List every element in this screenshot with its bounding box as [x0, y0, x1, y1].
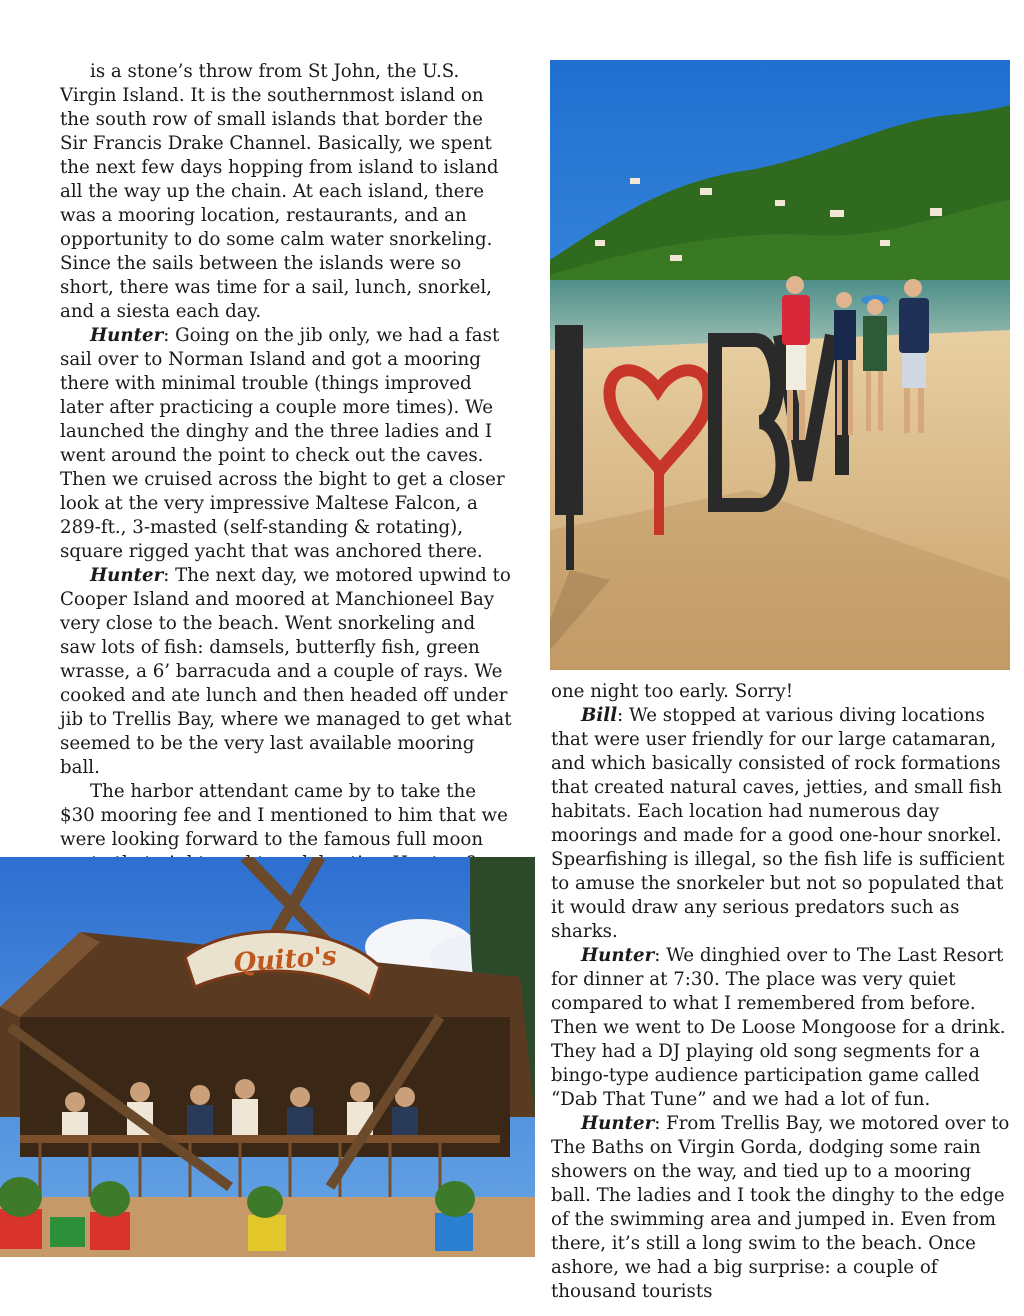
speaker-name: Hunter	[90, 325, 164, 346]
paragraph: Bill: We stopped at various diving locations that were user friendly for our large catamaran, and which basically consisted of rock formations that created natural caves, jetties, and small fish habitats. Each location had numerous day moorings and made for a good one-hour snorkel. Spearfishing is illegal, so the fish life is sufficient to amuse the snorkeler but not so populated that it would draw any serious predators such as sharks.	[551, 705, 1005, 942]
quitos-sign-text: Quito's	[232, 941, 338, 979]
article-right-column	[551, 680, 1011, 1304]
paragraph: The harbor attendant came by to take the $30 mooring fee and I mentioned to him that we were looking forward to the famous full moon	[60, 781, 508, 850]
paragraph: Hunter: We dinghied over to The Last Resort for dinner at 7:30. The place was very quiet compared to what I remembered from before. Then we went to De Loose Mongoose for a drink. They had a DJ playing old song segments for a bingo-type audience participation game called “Dab That Tune” and we had a lot of fun.	[551, 945, 1006, 1110]
article-left-column	[60, 60, 515, 924]
speaker-name: Hunter	[581, 1113, 655, 1134]
speaker-name: Bill	[581, 705, 618, 726]
quitos-bar-photo	[0, 857, 535, 1257]
beach-sign-photo	[550, 60, 1010, 670]
speaker-name: Hunter	[90, 565, 164, 586]
paragraph: Hunter: The next day, we motored upwind to Cooper Island and moored at Manchioneel Bay very close to the beach. Went snorkeling and saw lots of fish: damsels, butterfly fish, green wrasse, a 6’ barracuda and a couple of rays. We cooked and ate lunch and then headed off under jib to Trellis Bay, where we managed to get what seemed to be the very last available mooring ball.	[60, 565, 512, 778]
paragraph: is a stone’s throw from St John, the U.S. Virgin Island. It is the southernmost island on the south row of small islands that border the Sir Francis Drake Channel. Basically, we spent the next few days hopping from island to island all the way up the chain. At each island, there was a mooring location, restaurants, and an opportunity to do some calm water snorkeling. Since the sails between the islands were so short, there was time for a sail, lunch, snorkel, and a siesta each day.	[60, 61, 499, 322]
paragraph: Hunter: From Trellis Bay, we motored over to The Baths on Virgin Gorda, dodging some rain showers on the way, and tied up to a mooring ball. The ladies and I took the dinghy to the edge of the swimming area and jumped in. Even from there, it’s still a long swim to the beach. Once ashore, we had a big surprise: a couple of thousand tourists	[551, 1113, 1010, 1302]
paragraph: one night too early. Sorry!	[551, 681, 794, 702]
speaker-name: Hunter	[581, 945, 655, 966]
paragraph: Hunter: Going on the jib only, we had a fast sail over to Norman Island and got a mooring there with minimal trouble (things improved later after practicing a couple more times). We launched the dinghy and the three ladies and I went around the point to check out the caves. Then we cruised across the bight to get a closer look at the very impressive Maltese Falcon, a 289-ft., 3-masted (self-standing & rotating), square rigged yacht that was anchored there.	[60, 325, 505, 562]
